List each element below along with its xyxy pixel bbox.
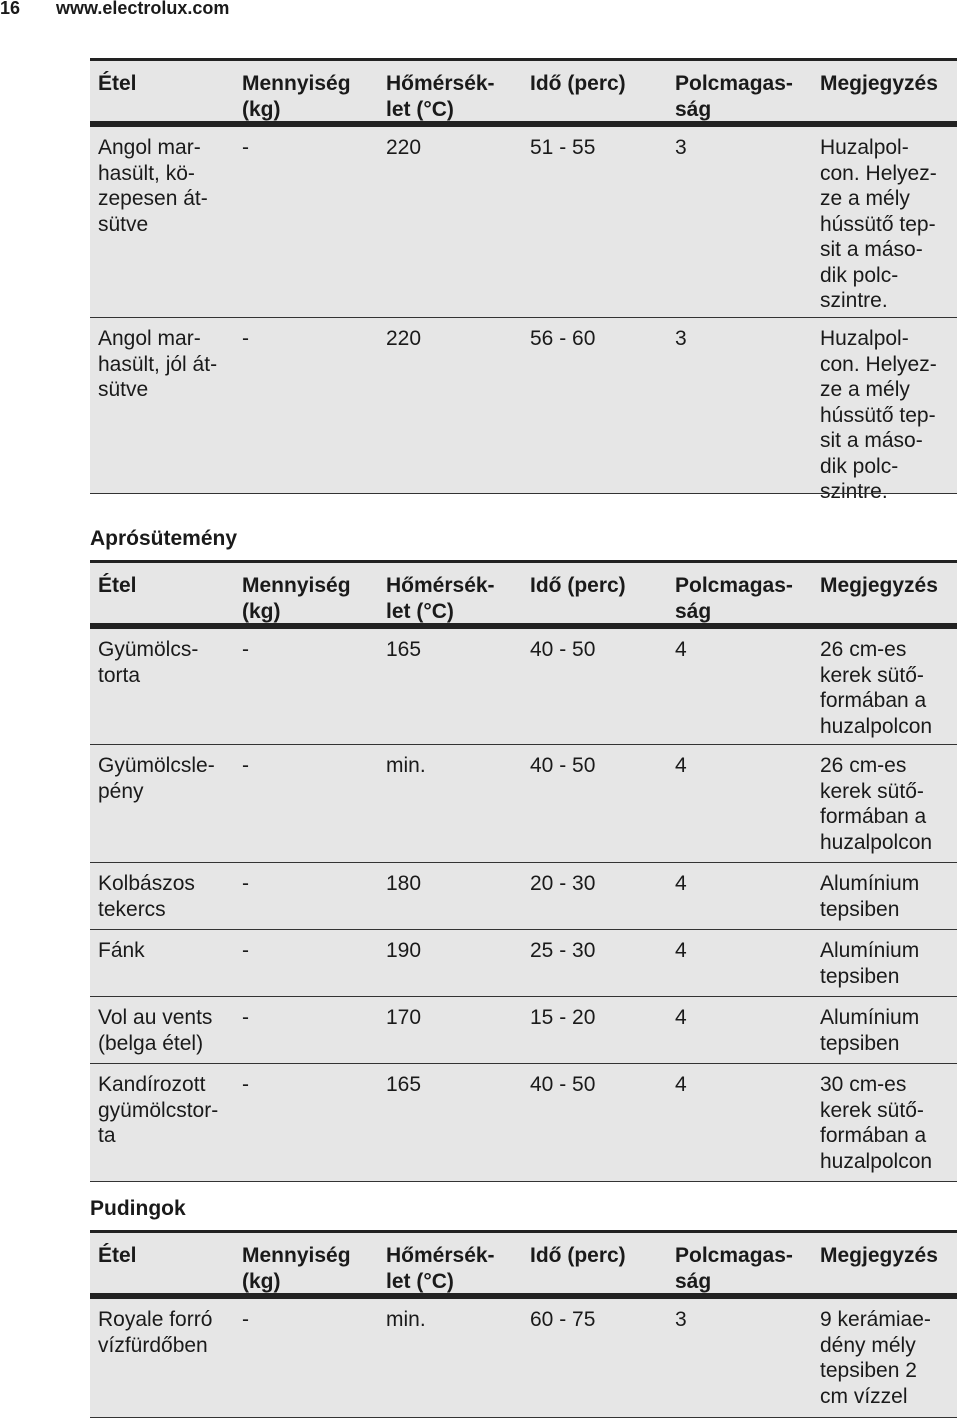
table-row [90, 317, 957, 503]
cell-shelf-level: 4 [675, 638, 687, 661]
column-header-shelf-level: Polcmagas- ság [675, 1244, 793, 1293]
cell-shelf-level: 4 [675, 939, 687, 962]
table-header-row [90, 560, 957, 626]
cell-temperature: 220 [386, 136, 422, 159]
cell-shelf-level: 4 [675, 754, 687, 777]
cell-quantity: - [242, 754, 249, 777]
cell-shelf-level: 4 [675, 1073, 687, 1096]
cell-quantity: - [242, 939, 249, 962]
cell-quantity: - [242, 638, 249, 661]
column-header-food: Étel [98, 72, 137, 95]
cell-note: Huzalpol- con. Helyez- ze a mély hússütő tep- sit a máso- dik polc- szintre. [820, 327, 937, 503]
cell-temperature: 180 [386, 872, 422, 895]
section-title: Aprósütemény [90, 527, 238, 550]
page-number: 16 [0, 0, 21, 18]
cell-food: Fánk [98, 939, 145, 962]
cell-shelf-level: 3 [675, 1308, 687, 1331]
column-header-temperature: Hőmérsék- let (°C) [386, 72, 495, 121]
column-header-temperature: Hőmérsék- let (°C) [386, 1244, 495, 1293]
table-row [90, 929, 957, 996]
cell-food: Vol au vents (belga étel) [98, 1006, 213, 1055]
cell-time: 20 - 30 [530, 872, 596, 895]
table-row [90, 996, 957, 1063]
cell-quantity: - [242, 1073, 249, 1096]
cell-temperature: 165 [386, 1073, 422, 1096]
cell-temperature: 170 [386, 1006, 422, 1029]
cell-quantity: - [242, 872, 249, 895]
cooking-table [90, 58, 957, 503]
cell-time: 15 - 20 [530, 1006, 596, 1029]
table-row [90, 862, 957, 929]
table-header-row [90, 58, 957, 124]
cell-shelf-level: 3 [675, 327, 687, 350]
cell-note: 26 cm-es kerek sütő- formában a huzalpolcon [820, 638, 933, 738]
cell-note: Huzalpol- con. Helyez- ze a mély hússütő tep- sit a máso- dik polc- szintre. [820, 136, 937, 312]
cell-shelf-level: 4 [675, 1006, 687, 1029]
cell-note: 30 cm-es kerek sütő- formában a huzalpolcon [820, 1073, 933, 1173]
column-header-note: Megjegyzés [820, 1244, 938, 1267]
cell-food: Angol mar- hasült, kö- zepesen át- sütve [98, 136, 208, 236]
cell-food: Angol mar- hasült, jól át- sütve [98, 327, 218, 401]
table-row [90, 124, 957, 317]
column-header-note: Megjegyzés [820, 72, 938, 95]
cooking-table [90, 1230, 957, 1417]
table-bottom-rule [90, 1181, 957, 1182]
cell-food: Royale forró vízfürdőben [98, 1308, 213, 1357]
section-title: Pudingok [90, 1197, 186, 1220]
table-bottom-rule [90, 493, 957, 494]
cell-temperature: 165 [386, 638, 422, 661]
website-url: www.electrolux.com [56, 0, 230, 18]
column-header-quantity: Mennyiség (kg) [242, 574, 351, 623]
table-bottom-rule [90, 1417, 957, 1418]
column-header-shelf-level: Polcmagas- ság [675, 574, 793, 623]
table-row [90, 1296, 957, 1417]
table-header-row [90, 1230, 957, 1296]
cell-quantity: - [242, 1308, 249, 1331]
cell-food: Kandírozott gyümölcstor- ta [98, 1073, 219, 1147]
column-header-food: Étel [98, 574, 137, 597]
column-header-note: Megjegyzés [820, 574, 938, 597]
column-header-quantity: Mennyiség (kg) [242, 72, 351, 121]
cell-food: Gyümölcs- torta [98, 638, 199, 687]
cell-temperature: min. [386, 1308, 426, 1331]
cell-note: 9 kerámiae- dény mély tepsiben 2 cm vízzel [820, 1308, 931, 1408]
column-header-food: Étel [98, 1244, 137, 1267]
cooking-table [90, 560, 957, 1181]
cell-food: Kolbászos tekercs [98, 872, 195, 921]
cell-note: Alumínium tepsiben [820, 872, 920, 921]
cell-shelf-level: 3 [675, 136, 687, 159]
cell-time: 56 - 60 [530, 327, 596, 350]
cell-temperature: 220 [386, 327, 422, 350]
table-row [90, 1063, 957, 1181]
cell-time: 40 - 50 [530, 754, 596, 777]
table-row [90, 744, 957, 862]
cell-quantity: - [242, 1006, 249, 1029]
column-header-time: Idő (perc) [530, 1244, 626, 1267]
cell-note: 26 cm-es kerek sütő- formában a huzalpolcon [820, 754, 933, 854]
column-header-shelf-level: Polcmagas- ság [675, 72, 793, 121]
cell-food: Gyümölcsle- pény [98, 754, 215, 803]
cell-note: Alumínium tepsiben [820, 1006, 920, 1055]
cell-quantity: - [242, 136, 249, 159]
cell-shelf-level: 4 [675, 872, 687, 895]
cell-temperature: min. [386, 754, 426, 777]
cell-time: 60 - 75 [530, 1308, 596, 1331]
cell-time: 40 - 50 [530, 1073, 596, 1096]
cell-note: Alumínium tepsiben [820, 939, 920, 988]
cell-time: 40 - 50 [530, 638, 596, 661]
column-header-time: Idő (perc) [530, 574, 626, 597]
cell-quantity: - [242, 327, 249, 350]
cell-temperature: 190 [386, 939, 422, 962]
column-header-temperature: Hőmérsék- let (°C) [386, 574, 495, 623]
cell-time: 25 - 30 [530, 939, 596, 962]
column-header-time: Idő (perc) [530, 72, 626, 95]
column-header-quantity: Mennyiség (kg) [242, 1244, 351, 1293]
cell-time: 51 - 55 [530, 136, 596, 159]
table-row [90, 626, 957, 744]
